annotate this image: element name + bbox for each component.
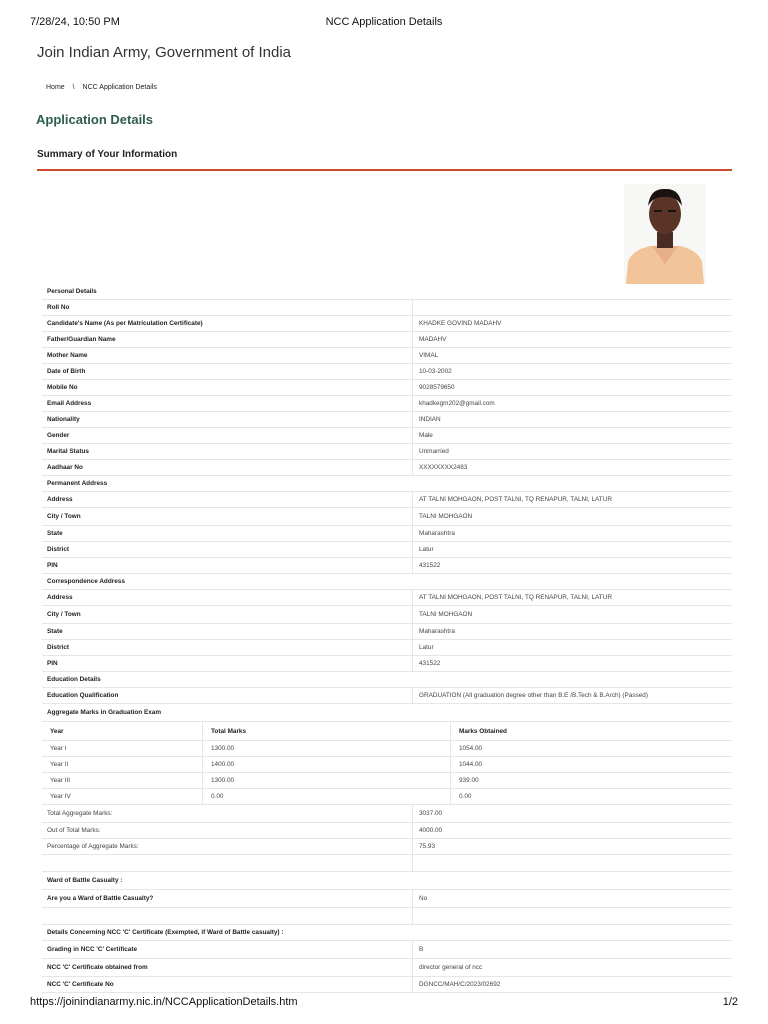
row-candidate-name: Candidate's Name (As per Matriculation Certificate) KHADKE GOVIND MADAHV <box>42 316 732 332</box>
marks-header-obtained: Marks Obtained <box>450 722 732 740</box>
row-education-qualification: Education Qualification GRADUATION (All graduation degree other than B.E /B.Tech & B.Arch) (Passed) <box>42 688 732 704</box>
marks-obtained: 0.00 <box>450 789 732 804</box>
marks-year: Year I <box>50 745 67 752</box>
row-spacer <box>42 855 732 872</box>
application-details-table <box>42 284 732 993</box>
row-ncc-certificate-no: NCC 'C' Certificate No DGNCC/MAH/C/2023/02692 <box>42 977 732 993</box>
breadcrumb <box>46 84 157 91</box>
marks-total: 1400.00 <box>202 757 450 772</box>
breadcrumb-current: NCC Application Details <box>82 84 157 91</box>
summary-heading: Summary of Your Information <box>37 149 178 160</box>
section-correspondence-address: Correspondence Address <box>42 574 732 590</box>
section-permanent-address: Permanent Address <box>42 476 732 492</box>
row-permanent-address: Address AT TALNI MOHGAON, POST TALNI, TQ RENAPUR, TALNI, LATUR <box>42 492 732 508</box>
row-permanent-district: District Latur <box>42 542 732 558</box>
print-page-title: NCC Application Details <box>325 16 443 28</box>
print-url: https://joinindianarmy.nic.in/NCCApplicationDetails.htm <box>30 996 298 1008</box>
row-ncc-grading: Grading in NCC 'C' Certificate B <box>42 941 732 959</box>
row-total-aggregate-marks: Total Aggregate Marks: 3037.00 <box>42 805 732 823</box>
print-footer <box>30 996 738 1008</box>
marks-year: Year IV <box>50 793 71 800</box>
row-mother-name: Mother Name VIMAL <box>42 348 732 364</box>
section-ward-battle-casualty: Ward of Battle Casualty : <box>42 872 732 890</box>
row-spacer <box>42 908 732 925</box>
print-timestamp: 7/28/24, 10:50 PM <box>30 16 120 28</box>
row-permanent-pin: PIN 431522 <box>42 558 732 574</box>
marks-header-total: Total Marks <box>202 722 450 740</box>
row-email-address: Email Address khadkegm202@gmail.com <box>42 396 732 412</box>
marks-row <box>42 789 732 805</box>
row-father-name: Father/Guardian Name MADAHV <box>42 332 732 348</box>
breadcrumb-home-link[interactable]: Home <box>46 84 65 91</box>
row-date-of-birth: Date of Birth 10-03-2002 <box>42 364 732 380</box>
row-gender: Gender Male <box>42 428 732 444</box>
row-permanent-city: City / Town TALNI MOHGAON <box>42 508 732 526</box>
row-correspondence-city: City / Town TALNI MOHGAON <box>42 606 732 624</box>
row-correspondence-state: State Maharashtra <box>42 624 732 640</box>
marks-total: 1300.00 <box>202 741 450 756</box>
row-out-of-total-marks: Out of Total Marks: 4000.00 <box>42 823 732 839</box>
row-nationality: Nationality INDIAN <box>42 412 732 428</box>
page-title: Application Details <box>36 112 154 127</box>
print-page-number: 1/2 <box>722 996 738 1008</box>
candidate-photo <box>624 184 706 284</box>
marks-table-header <box>42 722 732 741</box>
marks-header-year: Year <box>50 727 64 735</box>
row-aadhaar-no: Aadhaar No XXXXXXXX2483 <box>42 460 732 476</box>
marks-obtained: 1044.00 <box>450 757 732 772</box>
row-correspondence-address: Address AT TALNI MOHGAON, POST TALNI, TQ RENAPUR, TALNI, LATUR <box>42 590 732 606</box>
row-permanent-state: State Maharashtra <box>42 526 732 542</box>
marks-row <box>42 741 732 757</box>
row-correspondence-pin: PIN 431522 <box>42 656 732 672</box>
accent-divider <box>37 169 732 171</box>
marks-year: Year II <box>50 761 69 768</box>
section-aggregate-marks: Aggregate Marks in Graduation Exam <box>42 704 732 722</box>
site-title: Join Indian Army, Government of India <box>37 44 292 61</box>
marks-year: Year III <box>50 777 71 784</box>
section-personal-details: Personal Details <box>42 284 732 300</box>
row-percentage-aggregate: Percentage of Aggregate Marks: 75.93 <box>42 839 732 855</box>
section-ncc-certificate: Details Concerning NCC 'C' Certificate (Exempted, if Ward of Battle casualty) : <box>42 925 732 941</box>
section-education-details: Education Details <box>42 672 732 688</box>
print-header <box>30 16 738 32</box>
row-roll-no: Roll No <box>42 300 732 316</box>
marks-row <box>42 773 732 789</box>
row-marital-status: Marital Status Unmarried <box>42 444 732 460</box>
row-ward-battle-casualty: Are you a Ward of Battle Casualty? No <box>42 890 732 908</box>
marks-obtained: 1054.00 <box>450 741 732 756</box>
marks-total: 0.00 <box>202 789 450 804</box>
marks-row <box>42 757 732 773</box>
breadcrumb-separator: \ <box>72 84 75 91</box>
marks-obtained: 939.00 <box>450 773 732 788</box>
marks-total: 1300.00 <box>202 773 450 788</box>
row-correspondence-district: District Latur <box>42 640 732 656</box>
row-mobile-no: Mobile No 9028579650 <box>42 380 732 396</box>
row-ncc-obtained-from: NCC 'C' Certificate obtained from director general of ncc <box>42 959 732 977</box>
